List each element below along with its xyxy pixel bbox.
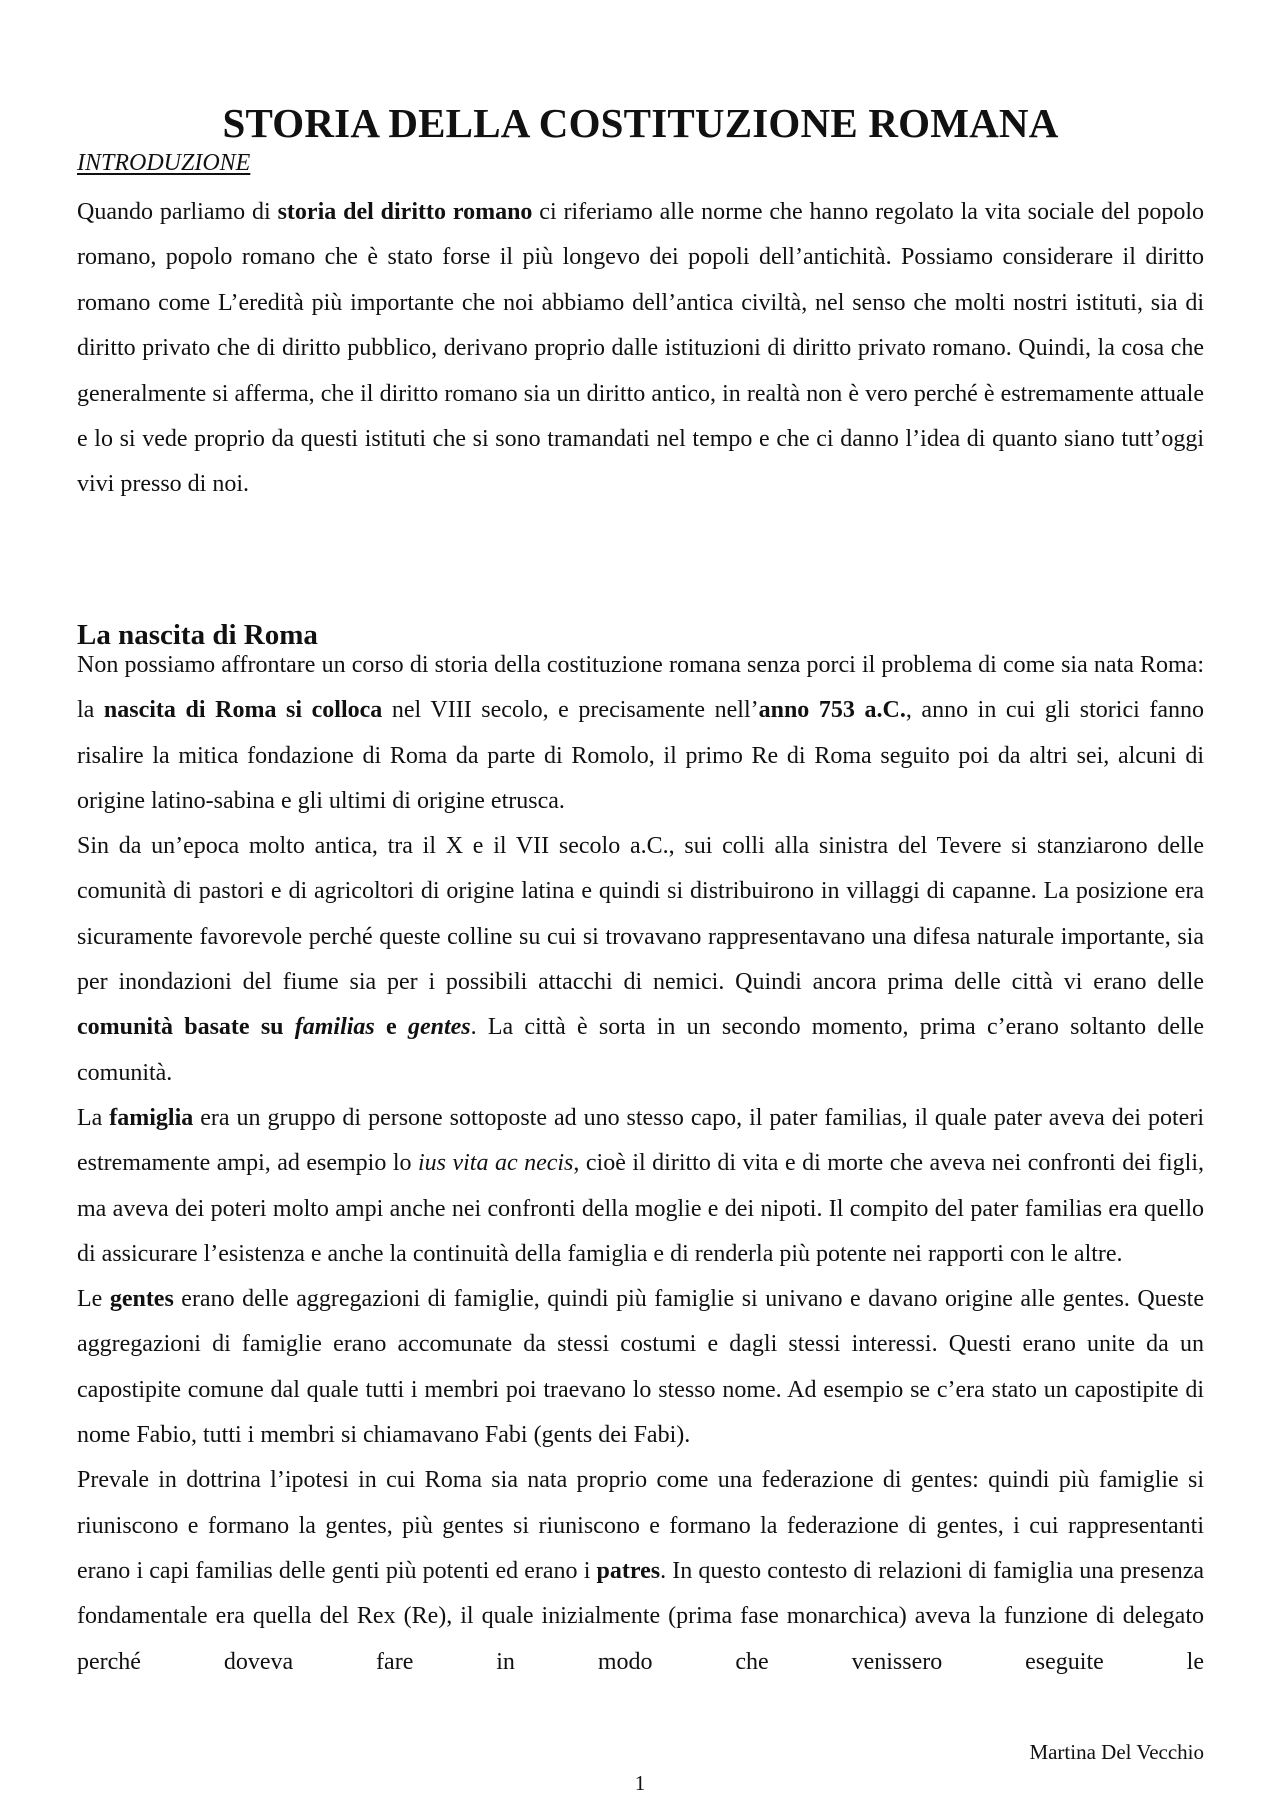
section-paragraph	[77, 643, 1204, 824]
text-run: nel VIII secolo, e precisamente nell’	[382, 697, 759, 724]
section-paragraph	[77, 1096, 1204, 1277]
footer-author: Martina Del Vecchio	[1029, 1740, 1204, 1764]
text-run: . In questo contesto di relazioni di famiglia una presenza fondamentale era quella del Rex (Re), il quale inizialmente (prima fase monarchica) aveva la funzione di delegato perché doveva fare in modo che venissero eseguite le	[77, 1557, 1204, 1675]
bold-text: anno 753 a.C.	[758, 697, 906, 724]
bold-italic-text: familias	[294, 1014, 375, 1041]
bold-text: patres	[596, 1557, 661, 1584]
text-run: Quando parliamo di	[77, 199, 278, 225]
text-run: erano delle aggregazioni di famiglie, quindi più famiglie si univano e davano origine alle gentes. Queste aggregazioni di famiglie erano accomunate da stessi costumi e dagli stessi interessi. Questi erano unite da un capostipite comune dal quale tutti i membri poi traevano lo stesso nome. Ad esempio se c’era stato un capostipite di nome Fabio, tutti i membri si chiamavano Fabi (gents dei Fabi).	[77, 1286, 1204, 1449]
intro-paragraph	[77, 190, 1204, 508]
text-run: Prevale in dottrina l’ipotesi in cui Roma sia nata proprio come una federazione di gentes: quindi più famiglie si riuniscono e formano la gentes, più gentes si riuniscono e formano la federazione di gentes, i cui rappresentanti erano i capi familias delle genti più potenti ed erano i	[77, 1467, 1204, 1584]
bold-text: storia del diritto romano	[277, 199, 533, 225]
bold-text: nascita di Roma si colloca	[103, 697, 383, 724]
section-paragraph	[77, 1277, 1204, 1458]
section-heading: La nascita di Roma	[77, 619, 318, 652]
bold-text: gentes	[109, 1286, 174, 1313]
intro-label: INTRODUZIONE	[77, 150, 251, 176]
bold-text: e	[374, 1014, 408, 1041]
text-run: Le	[77, 1286, 110, 1313]
bold-italic-text: gentes	[407, 1014, 471, 1041]
bold-text: comunità basate su	[77, 1014, 295, 1041]
section-paragraph	[77, 1458, 1204, 1684]
bold-text: famiglia	[109, 1104, 194, 1131]
text-run: . La città è sorta in un secondo momento, prima c’erano soltanto delle comunità.	[77, 1014, 1205, 1086]
text-run: La	[77, 1104, 110, 1131]
section-paragraph	[77, 824, 1204, 1096]
text-run: ci riferiamo alle norme che hanno regolato la vita sociale del popolo romano, popolo romano che è stato forse il più longevo dei popoli dell’antichità. Possiamo considerare il diritto romano come L’eredità più importante che noi abbiamo dell’antica civiltà, nel senso che molti nostri istituti, sia di diritto privato che di diritto pubblico, derivano proprio dalle istituzioni di diritto privato romano. Quindi, la cosa che generalmente si afferma, che il diritto romano sia un diritto antico, in realtà non è vero perché è estremamente attuale e lo si vede proprio da questi istituti che si sono tramandati nel tempo e che ci danno l’idea di quanto siano tutt’oggi vivi presso di noi.	[77, 199, 1205, 498]
text-run: Sin da un’epoca molto antica, tra il X e il VII secolo a.C., sui colli alla sinistra del Tevere si stanziarono delle comunità di pastori e di agricoltori di origine latina e quindi si distribuirono in villaggi di capanne. La posizione era sicuramente favorevole perché queste colline su cui si trovavano rappresentavano una difesa naturale importante, sia per inondazioni del fiume sia per i possibili attacchi di nemici. Quindi ancora prima delle città vi erano delle	[77, 833, 1204, 996]
section-body	[77, 643, 1204, 1685]
document-title: STORIA DELLA COSTITUZIONE ROMANA	[222, 100, 1059, 147]
text-run: Non possiamo affrontare un corso di storia della costituzione romana senza porci il problema di come sia nata Roma: la	[77, 652, 1204, 724]
text-run: , cioè il diritto di vita e di morte che aveva nei confronti dei figli, ma aveva dei poteri molto ampi anche nei confronti della moglie e dei nipoti. Il compito del pater familias era quello di assicurare l’esistenza e anche la continuità della famiglia e di renderla più potente nei rapporti con le altre.	[77, 1150, 1204, 1267]
text-run: era un gruppo di persone sottoposte ad uno stesso capo, il pater familias, il quale pater aveva dei poteri estremamente ampi, ad esempio lo	[77, 1104, 1204, 1177]
italic-text: ius vita ac necis	[417, 1150, 574, 1177]
text-run: , anno in cui gli storici fanno risalire la mitica fondazione di Roma da parte di Romolo, il primo Re di Roma seguito poi da altri sei, alcuni di origine latino-sabina e gli ultimi di origine etrusca.	[77, 697, 1204, 814]
page-number: 1	[634, 1771, 646, 1795]
